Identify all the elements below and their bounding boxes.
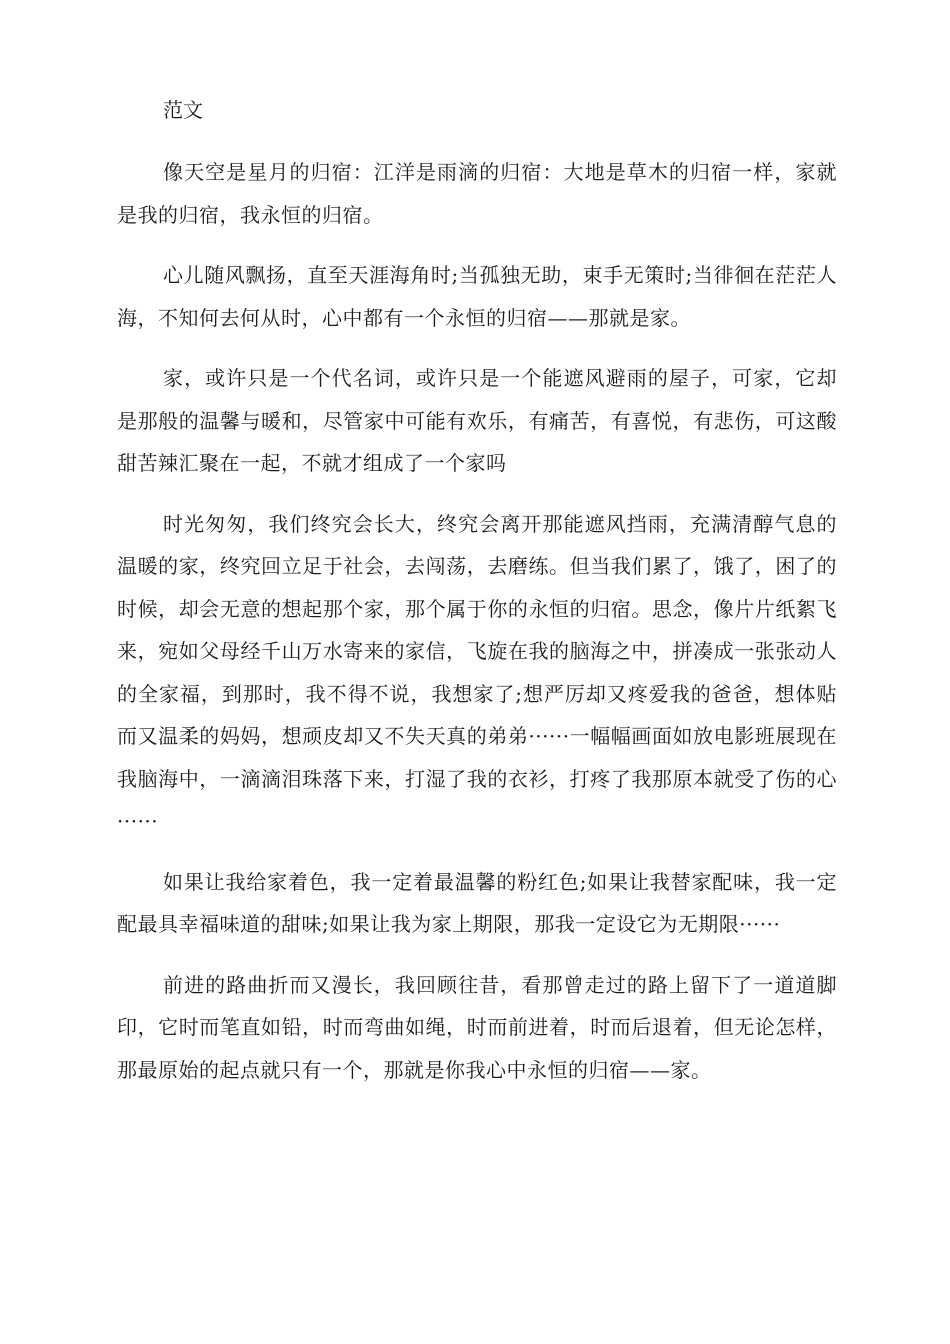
paragraph-1: 像天空是星月的归宿：江洋是雨滴的归宿：大地是草木的归宿一样，家就是我的归宿，我永恒的归宿。	[117, 160, 837, 227]
document-title: 范文	[163, 98, 203, 122]
document-page	[117, 90, 837, 1109]
paragraph-5: 如果让我给家着色，我一定着最温馨的粉红色;如果让我替家配味，我一定配最具幸福味道的甜味;如果让我为家上期限，那我一定设它为无期限······	[117, 869, 837, 936]
paragraph-3: 家，或许只是一个代名词，或许只是一个能遮风避雨的屋子，可家，它却是那般的温馨与暖和，尽管家中可能有欢乐，有痛苦，有喜悦，有悲伤，可这酸甜苦辣汇聚在一起，不就才组成了一个家吗	[117, 366, 837, 475]
paragraph-4: 时光匆匆，我们终究会长大，终究会离开那能遮风挡雨，充满清醇气息的温暖的家，终究回立足于社会，去闯荡，去磨练。但当我们累了，饿了，困了的时候，却会无意的想起那个家，那个属于你的永恒的归宿。思念，像片片纸絮飞来，宛如父母经千山万水寄来的家信，飞旋在我的脑海之中，拼凑成一张张动人的全家福，到那时，我不得不说，我想家了;想严厉却又疼爱我的爸爸，想体贴而又温柔的妈妈，想顽皮却又不失天真的弟弟······一幅幅画面如放电影班展现在我脑海中，一滴滴泪珠落下来，打湿了我的衣衫，打疼了我那原本就受了伤的心······	[117, 511, 837, 833]
paragraph-6: 前进的路曲折而又漫长，我回顾往昔，看那曾走过的路上留下了一道道脚印，它时而笔直如铅，时而弯曲如绳，时而前进着，时而后退着，但无论怎样，那最原始的起点就只有一个，那就是你我心中永恒的归宿——家。	[117, 972, 837, 1082]
paragraph-2: 心儿随风飘扬，直至天涯海角时;当孤独无助，束手无策时;当徘徊在茫茫人海，不知何去何从时，心中都有一个永恒的归宿——那就是家。	[117, 263, 837, 330]
